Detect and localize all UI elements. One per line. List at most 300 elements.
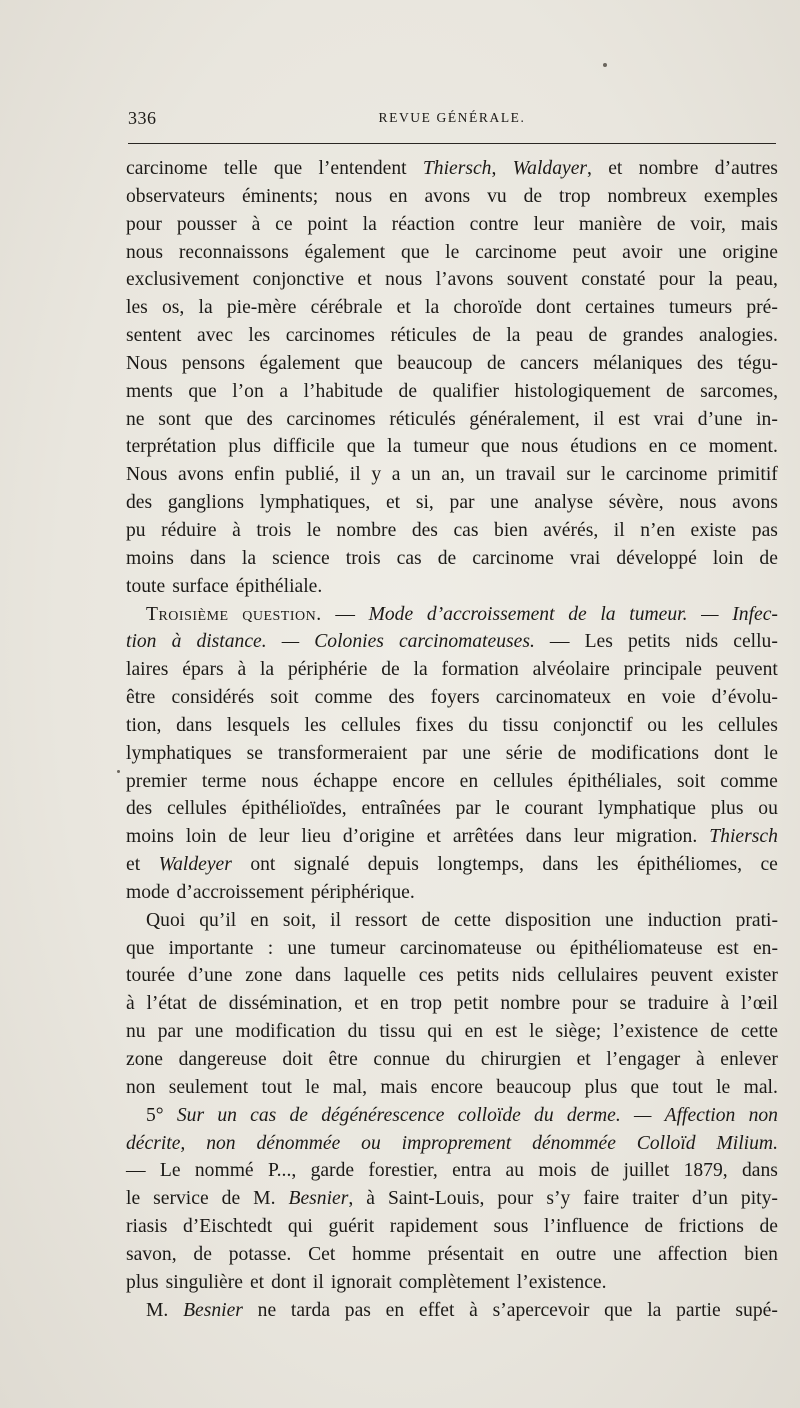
word: Waldeyer — [158, 854, 232, 876]
word: une — [678, 241, 707, 263]
word: le — [305, 1076, 320, 1098]
word: épars — [182, 659, 224, 681]
word: avoir — [622, 241, 663, 263]
word: homme — [352, 1243, 411, 1265]
word: primitif — [717, 464, 778, 486]
word: une — [462, 742, 491, 764]
word: tissu — [379, 1021, 416, 1043]
word: — — [633, 1104, 652, 1126]
word: se — [246, 742, 263, 764]
body-text — [126, 155, 778, 1324]
word: de — [437, 547, 457, 569]
word: premier — [126, 770, 187, 792]
word: Sur — [176, 1104, 205, 1126]
page-number: 336 — [128, 108, 157, 128]
word: la — [259, 659, 275, 681]
word: Colonies — [314, 631, 384, 653]
word: soit, — [282, 909, 317, 931]
word: de — [381, 659, 400, 681]
word: à — [251, 213, 261, 235]
word: longtemps, — [437, 854, 524, 876]
word: effet — [418, 1299, 455, 1321]
word: beaucoup — [496, 1076, 572, 1098]
word: cellules — [718, 714, 778, 736]
word: analyse — [534, 492, 594, 514]
text-line — [126, 684, 778, 712]
word: du — [445, 1049, 466, 1070]
word: potasse. — [228, 1243, 292, 1265]
word: nu — [126, 1021, 146, 1043]
word: réticulés — [389, 408, 456, 430]
word: les — [248, 325, 271, 347]
word: l’engager — [606, 1049, 681, 1070]
word: service — [153, 1188, 209, 1210]
word: périphérie — [287, 659, 368, 681]
word: et — [357, 269, 372, 291]
word: Besnier — [183, 1299, 243, 1321]
word: au — [505, 1160, 525, 1182]
text-line — [126, 378, 778, 406]
word: nous — [261, 770, 299, 792]
word: une — [613, 1243, 642, 1265]
word: ce — [679, 436, 697, 458]
word: cellules — [340, 714, 401, 736]
text-line — [126, 461, 778, 489]
word: tumeurs — [668, 297, 733, 319]
text-line — [126, 1269, 778, 1297]
word: par — [455, 798, 481, 820]
word: cérébrale — [310, 297, 383, 319]
word: en — [464, 1021, 484, 1043]
word: 5° — [146, 1104, 164, 1126]
word: trois — [345, 547, 381, 569]
word: conjonctive — [252, 269, 345, 291]
word: trop — [559, 185, 591, 207]
word: épithéliale. — [235, 575, 323, 597]
word: de — [228, 826, 247, 848]
word: in- — [756, 408, 778, 430]
word: carcinome — [126, 158, 208, 179]
word: migration. — [616, 826, 698, 848]
word: lymphatique — [598, 798, 696, 820]
text-line — [126, 601, 778, 629]
word: avérés, — [543, 519, 599, 541]
word: nommé — [194, 1160, 254, 1182]
word: prati- — [735, 909, 778, 931]
word: la — [425, 297, 440, 319]
word: ressort — [355, 909, 408, 931]
word: Infec- — [732, 603, 778, 625]
word: que — [401, 241, 430, 263]
word: petits — [456, 965, 500, 987]
word: tissu — [502, 714, 539, 736]
word: et — [385, 492, 401, 514]
word: pensons — [181, 352, 246, 374]
word: d’un — [691, 1188, 728, 1210]
word: pour — [658, 269, 695, 291]
word: si, — [415, 492, 434, 514]
text-line — [126, 1213, 778, 1241]
word: réticules — [390, 325, 457, 347]
word: la — [600, 603, 616, 625]
word: avons — [424, 185, 471, 207]
word: que — [480, 436, 510, 458]
word: science — [272, 547, 330, 569]
word: garde — [310, 1160, 355, 1182]
word: Nous — [126, 464, 168, 486]
word: a — [391, 464, 401, 486]
paper-speck — [603, 63, 607, 67]
word: la — [241, 547, 257, 569]
word: contre — [469, 213, 519, 235]
word: en — [627, 687, 646, 709]
word: moins — [126, 547, 174, 569]
word: Besnier, — [288, 1188, 354, 1210]
word: pour — [571, 993, 608, 1015]
word: frictions — [678, 1216, 744, 1238]
word: sentent — [126, 325, 182, 347]
word: dans — [189, 547, 226, 569]
word: avons — [178, 464, 224, 486]
word: il — [593, 408, 605, 430]
word: conjonctif — [553, 714, 633, 736]
word: des — [697, 352, 724, 374]
text-line — [126, 962, 778, 990]
word: loin — [712, 547, 744, 569]
word: soit — [676, 770, 706, 792]
word: cas — [453, 519, 479, 541]
word: Affection — [664, 1104, 736, 1126]
word: de — [398, 380, 418, 402]
word: la — [387, 436, 402, 458]
word: riasis — [126, 1216, 168, 1238]
word: n’en — [640, 519, 676, 541]
word: lesquels — [226, 714, 290, 736]
word: publié, — [285, 464, 340, 486]
word: partie — [676, 1299, 721, 1321]
word: carcinome — [472, 547, 554, 569]
word: plus — [228, 436, 262, 458]
word: cancers — [520, 352, 579, 374]
word: nous — [385, 269, 423, 291]
word: pour — [126, 213, 162, 235]
word: — — [335, 603, 355, 625]
word: savon, — [126, 1243, 177, 1265]
running-title: REVUE GÉNÉRALE. — [378, 110, 526, 125]
word: que — [346, 436, 376, 458]
word: généralement, — [469, 408, 580, 430]
word: depuis — [367, 854, 419, 876]
text-line — [126, 907, 778, 935]
word: la — [708, 269, 723, 291]
word: carcinomateuse — [399, 937, 522, 959]
word: an, — [441, 464, 465, 486]
word: leur — [573, 826, 605, 848]
word: enlever — [720, 1049, 778, 1070]
word: loin — [185, 826, 217, 848]
text-line — [126, 294, 778, 322]
word: un — [475, 464, 495, 486]
word: encore — [392, 770, 445, 792]
word: des — [126, 492, 153, 514]
word: les — [126, 297, 148, 319]
word: formation — [441, 659, 519, 681]
word: qui — [287, 1216, 313, 1238]
word: laquelle — [343, 965, 406, 987]
word: échappe — [313, 770, 378, 792]
word: non — [748, 1104, 778, 1126]
word: improprement — [401, 1132, 512, 1154]
word: peau, — [736, 269, 778, 291]
word: de — [221, 1188, 241, 1210]
word: l’existence. — [516, 1271, 607, 1293]
word: d’autres — [714, 158, 778, 179]
word: trop — [410, 993, 442, 1015]
word: d’origine — [342, 826, 415, 848]
word: et — [354, 993, 369, 1015]
word: surface — [172, 575, 229, 597]
word: entra — [452, 1160, 492, 1182]
word: origine — [722, 241, 778, 263]
text-line — [126, 628, 778, 656]
word: dégénérescence — [321, 1104, 445, 1126]
word: l’œil — [740, 993, 778, 1015]
word: tumeur — [413, 436, 469, 458]
word: de — [198, 993, 217, 1015]
word: cette — [740, 1021, 778, 1043]
word: supé- — [735, 1299, 778, 1321]
text-line — [126, 266, 778, 294]
word: également — [259, 352, 341, 374]
word: moment. — [708, 436, 778, 458]
word: dénommée — [256, 1132, 341, 1154]
word: voir, — [690, 213, 726, 235]
word: qui — [427, 1021, 453, 1043]
word: comme — [314, 687, 373, 709]
word: de — [289, 1104, 308, 1126]
word: la — [647, 1299, 662, 1321]
word: dissémination, — [228, 993, 343, 1015]
word: à — [695, 1049, 705, 1070]
word: de — [588, 325, 608, 347]
word: il — [349, 464, 361, 486]
word: d’accroissement — [426, 603, 555, 625]
word: tout — [261, 1076, 292, 1098]
word: mois — [538, 1160, 577, 1182]
word: nous — [679, 492, 717, 514]
word: dont — [713, 742, 749, 764]
text-line — [126, 517, 778, 545]
word: d’accroissement — [176, 881, 304, 903]
word: rapidement — [389, 1216, 478, 1238]
word: que — [630, 1076, 659, 1098]
header-rule — [128, 143, 776, 144]
word: lymphatiques — [126, 742, 232, 764]
word: de — [568, 603, 587, 625]
word: à — [469, 1299, 478, 1321]
word: vu — [487, 185, 507, 207]
word: peuvent — [650, 965, 713, 987]
word: analogies. — [698, 325, 778, 347]
word: ganglions — [167, 492, 245, 514]
word: alvéolaire — [532, 659, 610, 681]
word: nombreux — [607, 185, 687, 207]
word: de — [644, 1216, 663, 1238]
word: en- — [752, 937, 778, 959]
word: éminents; — [241, 185, 319, 207]
word: dont — [536, 297, 571, 319]
word: le — [716, 1076, 731, 1098]
text-line — [126, 1241, 778, 1269]
text-line — [126, 406, 778, 434]
text-line — [126, 990, 778, 1018]
word: pu — [126, 519, 146, 541]
word: trois — [256, 519, 292, 541]
word: épithéliomateuse — [569, 937, 703, 959]
word: colloïde — [457, 1104, 521, 1126]
word: des — [388, 687, 415, 709]
word: juillet — [623, 1160, 670, 1182]
word: être — [126, 687, 156, 709]
word: nous — [521, 436, 559, 458]
word: Les — [584, 631, 613, 653]
word: non — [126, 1076, 156, 1098]
word: qu’il — [199, 909, 237, 931]
word: faire — [583, 1188, 620, 1210]
word: existe — [690, 519, 737, 541]
word: et — [426, 826, 441, 848]
word: en — [385, 1299, 405, 1321]
word: que — [188, 380, 217, 402]
word: ces — [418, 965, 444, 987]
word: réaction — [391, 213, 455, 235]
word: nombre — [638, 158, 699, 179]
word: transformeraient — [277, 742, 408, 764]
word: sous — [493, 1216, 529, 1238]
word: ou — [361, 1132, 381, 1154]
word: que — [354, 352, 383, 374]
word: ce — [760, 854, 778, 876]
word: carcinomateuses. — [398, 631, 535, 653]
word: de — [557, 742, 577, 764]
word: il — [312, 1271, 324, 1293]
word: difficile — [273, 436, 335, 458]
word: la — [362, 213, 377, 235]
word: est — [716, 937, 739, 959]
word: une — [605, 909, 634, 931]
word: sévère, — [608, 492, 664, 514]
word: le — [306, 519, 321, 541]
word: un — [217, 1104, 237, 1126]
word: décrite, — [126, 1132, 186, 1154]
word: également — [304, 241, 386, 263]
word: tumeur. — [629, 603, 688, 625]
word: dans — [741, 1160, 778, 1182]
text-line — [126, 239, 778, 267]
word: sur — [566, 464, 591, 486]
word: siège; — [555, 1021, 602, 1043]
word: arrêtées — [452, 826, 514, 848]
word: ou — [758, 798, 778, 820]
word: et — [126, 854, 141, 876]
word: souvent — [506, 269, 568, 291]
word: épithéliomes, — [636, 854, 743, 876]
word: modification — [235, 1021, 336, 1043]
word: à — [232, 519, 241, 541]
text-line — [126, 1297, 778, 1325]
word: principale — [623, 659, 702, 681]
word: disposition — [505, 909, 592, 931]
word: ce — [275, 213, 293, 235]
word: cas — [396, 547, 422, 569]
word: est — [495, 1021, 518, 1043]
text-line — [126, 823, 778, 851]
word: en — [380, 993, 399, 1015]
word: par — [449, 492, 475, 514]
word: leur — [258, 826, 290, 848]
text-line — [126, 851, 778, 879]
text-line — [126, 1018, 778, 1046]
word: grandes — [622, 325, 684, 347]
word: lieu — [301, 826, 331, 848]
word: constaté — [581, 269, 646, 291]
word: observateurs — [126, 185, 226, 207]
word: reconnaissons — [178, 241, 289, 263]
word: d’une — [187, 965, 233, 987]
word: dans — [176, 714, 212, 736]
word: tumeur — [330, 937, 386, 959]
word: cellu- — [733, 631, 778, 653]
word: de — [472, 325, 491, 347]
text-line — [126, 1185, 778, 1213]
text-line — [126, 795, 778, 823]
word: courant — [524, 798, 584, 820]
word: l’entendent — [318, 158, 407, 179]
word: Thiersch, — [422, 158, 497, 179]
paper-speck — [117, 770, 120, 773]
word: d’Eischtedt — [182, 1216, 273, 1238]
word: les — [304, 714, 327, 736]
word: une — [194, 1021, 224, 1043]
word: le — [529, 1021, 544, 1043]
word: P..., — [267, 1160, 297, 1182]
word: et — [576, 1049, 591, 1070]
word: carcinomes — [286, 408, 376, 430]
word: nombre — [500, 993, 561, 1015]
word: nids — [511, 965, 545, 987]
word: Mode — [368, 603, 414, 625]
word: exemples — [703, 185, 778, 207]
word: traiter — [632, 1188, 679, 1210]
word: en — [389, 185, 408, 207]
word: Le — [159, 1160, 181, 1182]
word: la — [506, 325, 521, 347]
word: mais — [380, 1076, 418, 1098]
word: de — [759, 547, 778, 569]
text-line — [126, 183, 778, 211]
word: foyers — [430, 687, 480, 709]
word: os, — [161, 297, 185, 319]
word: plus — [710, 798, 744, 820]
word: telle — [223, 158, 258, 179]
word: Quoi — [146, 909, 186, 931]
text-line — [126, 1074, 778, 1102]
word: signalé — [293, 854, 350, 876]
word: Cet — [308, 1243, 336, 1265]
word: peuvent — [715, 659, 778, 681]
word: dangereuse — [178, 1049, 267, 1070]
word: exclusivement — [126, 269, 240, 291]
